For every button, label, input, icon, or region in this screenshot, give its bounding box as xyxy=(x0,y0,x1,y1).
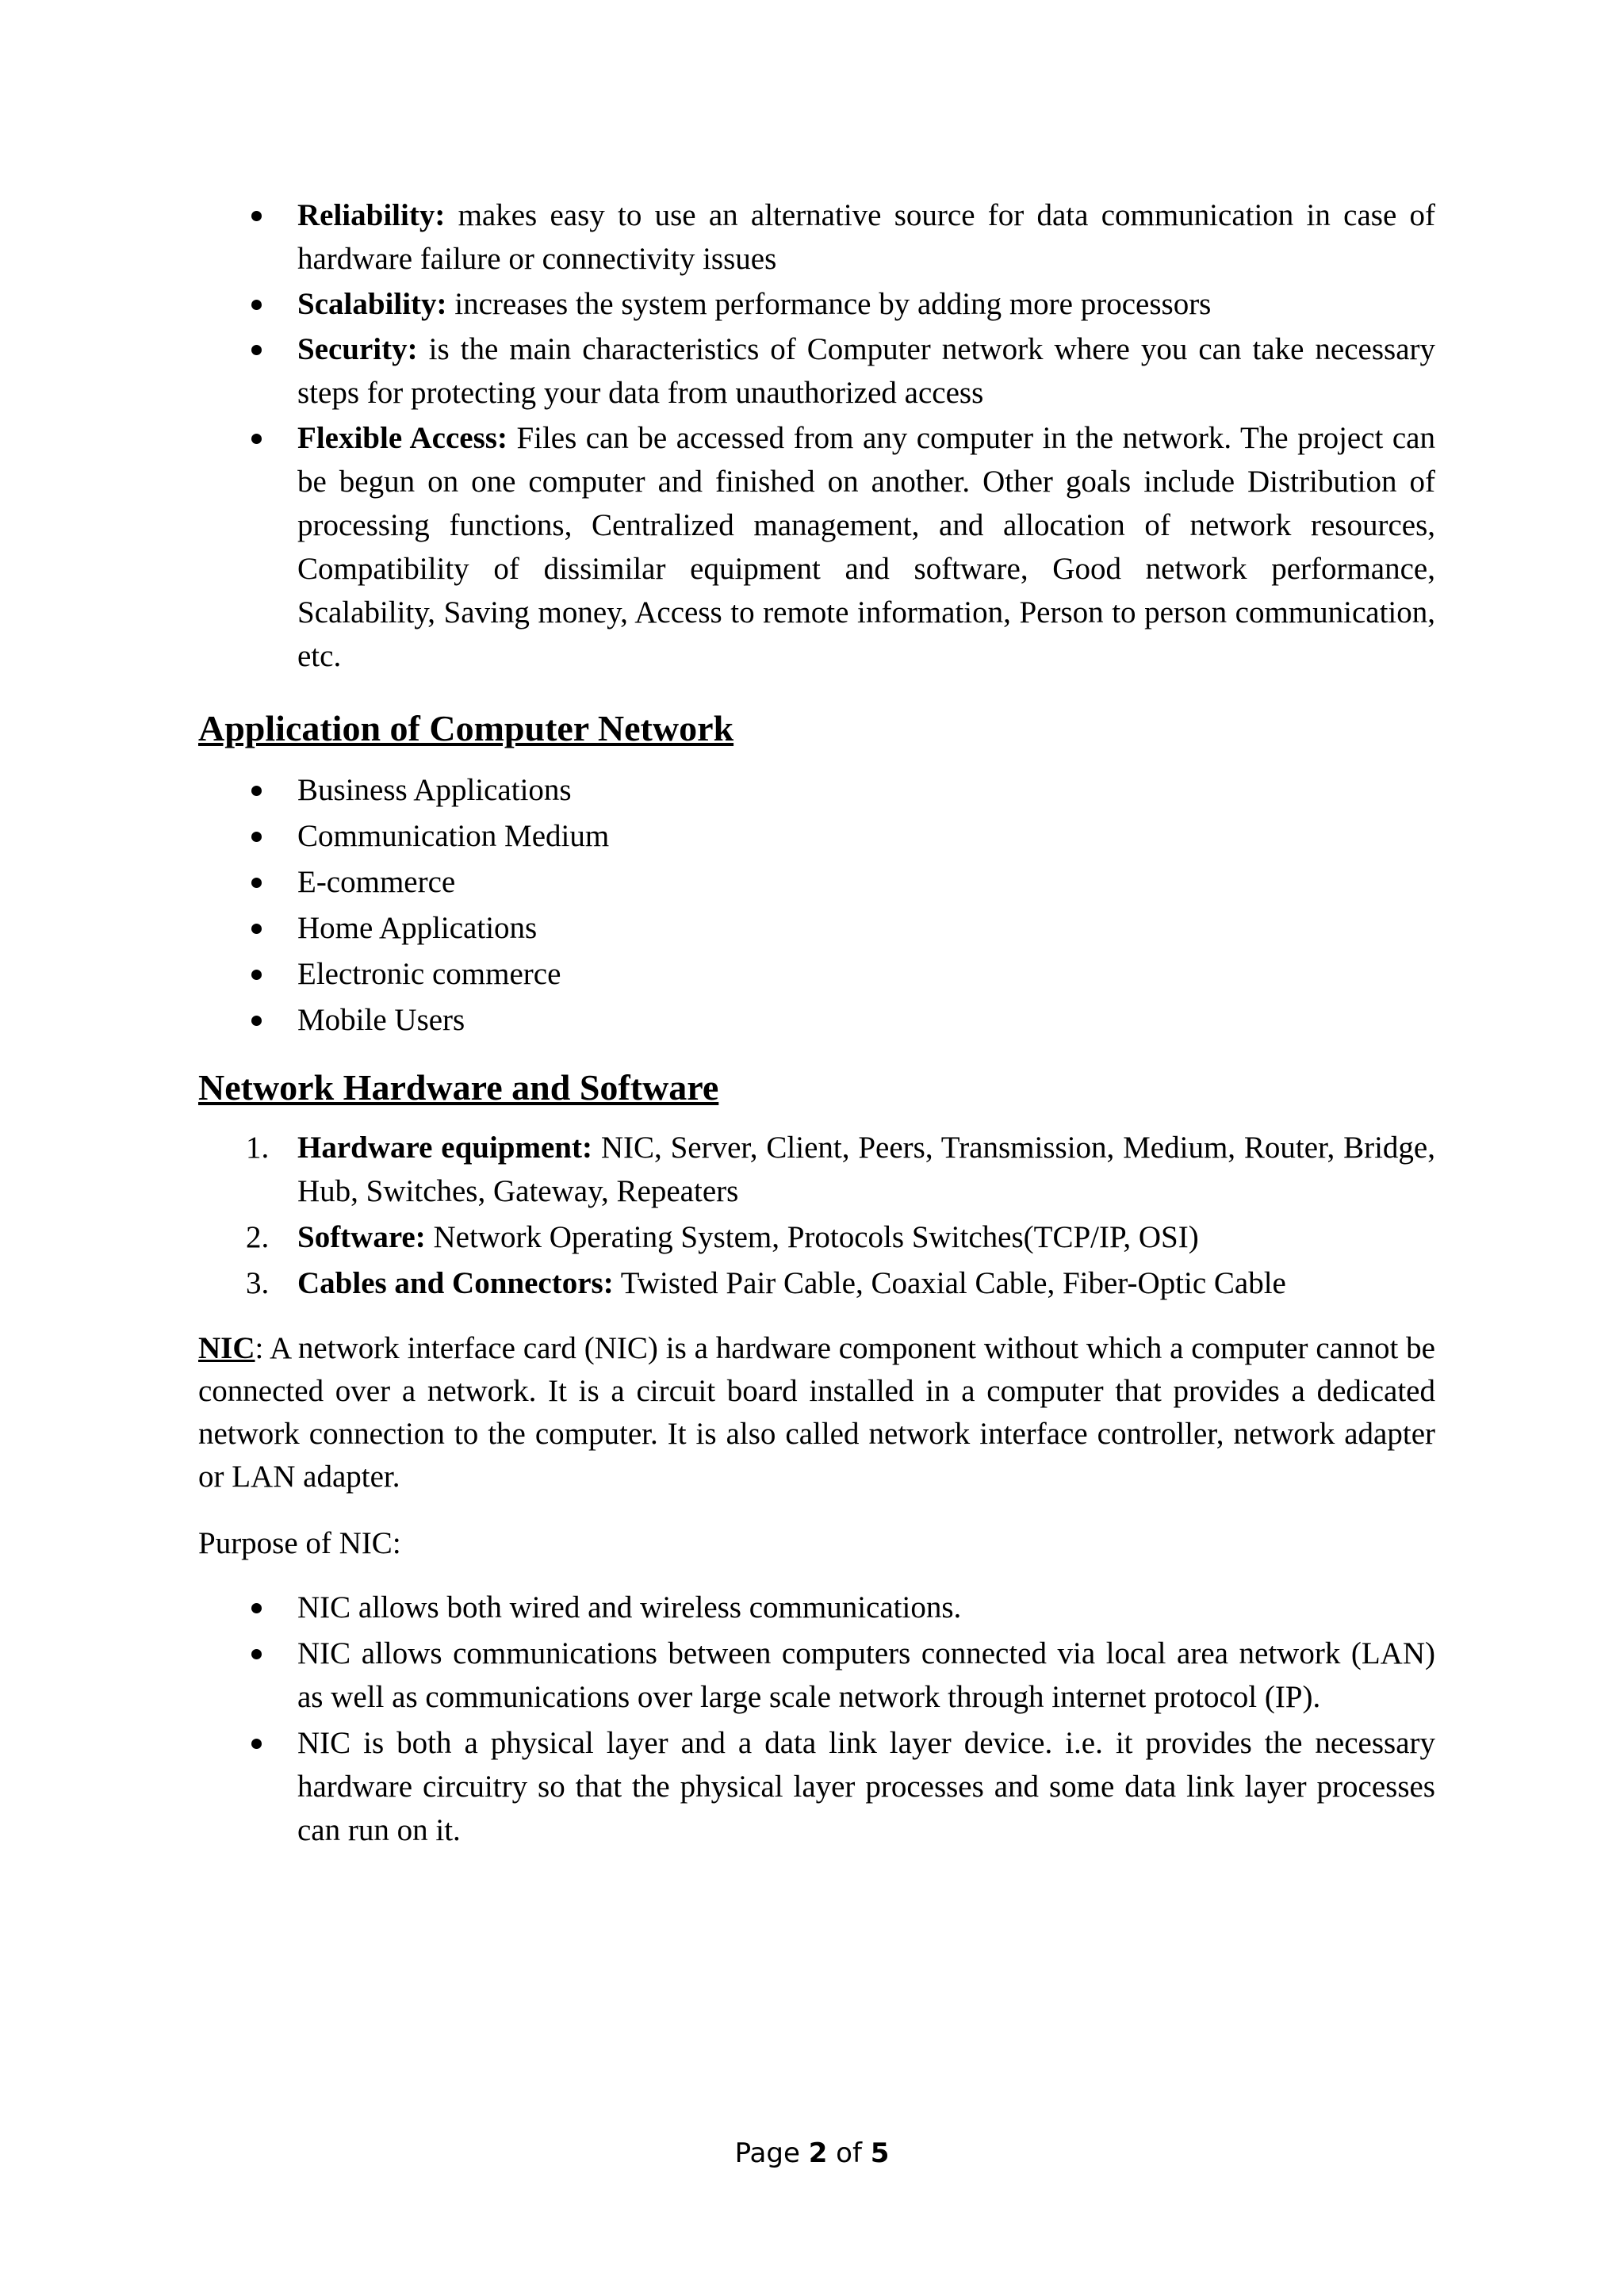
bullet-icon xyxy=(251,211,262,221)
list-item xyxy=(198,1215,1435,1259)
list-item xyxy=(198,952,1435,996)
nic-term: NIC xyxy=(198,1331,255,1365)
list-item xyxy=(198,814,1435,858)
list-item xyxy=(198,193,1435,281)
item-term: Cables and Connectors: xyxy=(297,1266,614,1300)
bullet-icon xyxy=(251,1739,262,1749)
bullet-icon xyxy=(251,345,262,355)
page-footer xyxy=(0,2137,1624,2169)
list-item xyxy=(198,416,1435,678)
bullet-icon xyxy=(251,300,262,310)
list-item xyxy=(198,906,1435,950)
bullet-icon xyxy=(251,832,262,842)
item-text: Network Operating System, Protocols Switches(TCP/IP, OSI) xyxy=(425,1220,1199,1254)
bullet-icon xyxy=(251,1016,262,1026)
bullet-icon xyxy=(251,1649,262,1659)
bullet-icon xyxy=(251,878,262,888)
list-item xyxy=(198,327,1435,415)
goal-term: Scalability: xyxy=(297,287,447,321)
bullet-icon xyxy=(251,786,262,796)
list-item xyxy=(198,998,1435,1042)
nic-purpose-list xyxy=(198,1586,1435,1852)
item-number: 3. xyxy=(246,1266,270,1300)
application-item: Electronic commerce xyxy=(297,957,561,991)
application-item: Business Applications xyxy=(297,773,572,807)
purpose-item: NIC allows both wired and wireless communications. xyxy=(297,1590,962,1624)
list-item xyxy=(198,1586,1435,1629)
purpose-item: NIC allows communications between computers connected via local area network (LAN) as well as communications over large scale network through internet protocol (IP). xyxy=(297,1636,1435,1714)
total-pages: 5 xyxy=(870,2137,890,2169)
application-item: Communication Medium xyxy=(297,819,610,853)
hardware-software-list xyxy=(198,1126,1435,1305)
nic-paragraph xyxy=(198,1327,1435,1498)
item-number: 2. xyxy=(246,1220,270,1254)
list-item xyxy=(198,1721,1435,1852)
application-item: E-commerce xyxy=(297,865,456,899)
current-page: 2 xyxy=(808,2137,828,2169)
list-item xyxy=(198,1126,1435,1213)
section-heading-hardware-software: Network Hardware and Software xyxy=(198,1067,719,1108)
goal-term: Reliability: xyxy=(297,198,446,232)
item-term: Hardware equipment: xyxy=(297,1131,592,1165)
list-item xyxy=(198,282,1435,326)
document-page xyxy=(198,193,1435,1854)
purpose-item: NIC is both a physical layer and a data link layer device. i.e. it provides the necessary hardware circuitry so that the physical layer processes and some data link layer processes can run on it. xyxy=(297,1726,1435,1847)
application-item: Home Applications xyxy=(297,911,538,945)
goal-text: is the main characteristics of Computer network where you can take necessary steps for protecting your data from unauthorized access xyxy=(297,332,1435,410)
item-number: 1. xyxy=(246,1131,270,1165)
bullet-icon xyxy=(251,970,262,980)
list-item xyxy=(198,1261,1435,1305)
applications-list xyxy=(198,768,1435,1042)
list-item xyxy=(198,1632,1435,1719)
item-term: Software: xyxy=(297,1220,426,1254)
nic-description: : A network interface card (NIC) is a hardware component without which a computer cannot be connected over a network. It is a circuit board installed in a computer that provides a dedicated network connection to the computer. It is also called network interface controller, network adapter or LAN adapter. xyxy=(198,1331,1435,1494)
bullet-icon xyxy=(251,924,262,934)
goal-text: makes easy to use an alternative source for data communication in case of hardware failure or connectivity issues xyxy=(297,198,1435,276)
goal-term: Flexible Access: xyxy=(297,421,508,455)
bullet-icon xyxy=(251,434,262,444)
goal-term: Security: xyxy=(297,332,418,366)
purpose-label: Purpose of NIC: xyxy=(198,1526,401,1560)
goal-text: Files can be accessed from any computer in the network. The project can be begun on one computer and finished on another. Other goals include Distribution of processing functions, Centralized management, and allocation of network resources, Compatibility of dissimilar equipment and software, Good network performance, Scalability, Saving money, Access to remote information, Person to person communication, etc. xyxy=(297,421,1435,673)
application-item: Mobile Users xyxy=(297,1003,465,1037)
item-text: NIC, Server, Client, Peers, Transmission, Medium, Router, Bridge, Hub, Switches, Gateway, Repeaters xyxy=(297,1131,1435,1208)
of-word: of xyxy=(827,2137,871,2169)
list-item xyxy=(198,860,1435,904)
page-word: Page xyxy=(734,2137,809,2169)
goals-list xyxy=(198,193,1435,678)
bullet-icon xyxy=(251,1603,262,1613)
goal-text: increases the system performance by adding more processors xyxy=(446,287,1212,321)
list-item xyxy=(198,768,1435,812)
section-heading-applications: Application of Computer Network xyxy=(198,708,734,748)
item-text: Twisted Pair Cable, Coaxial Cable, Fiber-Optic Cable xyxy=(613,1266,1286,1300)
